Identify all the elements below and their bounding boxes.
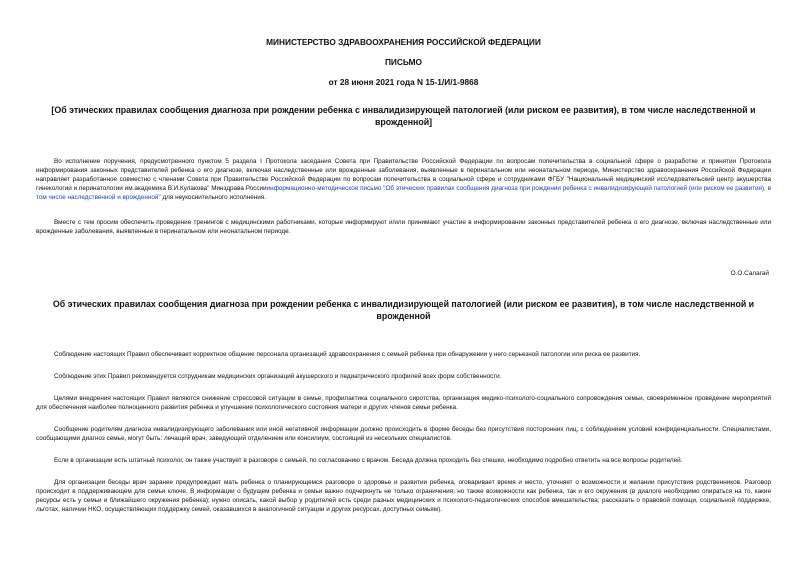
- paragraph-text: для неукоснительного исполнения.: [160, 194, 266, 201]
- rules-paragraph-5: Если в организации есть штатный психолог, он также участвует в разговоре с семьей, по согласованию с врачом. Беседа должна проходить без спешки, необходимо подробно ответить на все вопросы родителей.: [54, 457, 683, 464]
- rules-paragraph-1: Соблюдение настоящих Правил обеспечивает корректное общение персонала организаций здравоохранения с семьей ребенка при обнаружении у него серьезной патологии или риска ее развития.: [54, 351, 641, 358]
- rules-paragraph-2: Соблюдение этих Правил рекомендуется сотрудникам медицинских организаций акушерского и педиатрического профилей всех форм собственности.: [54, 373, 502, 380]
- date-number-heading: от 28 июня 2021 года N 15-1/И/1-9868: [328, 77, 479, 87]
- letter-paragraph-2: Вместе с тем просим обеспечить проведение тренингов с медицинскими работниками, которые информируют и/или принимают участие в информировании законных представителей ребенка о его диагнозе, включая наследственные или врожденные заболевания, выявленные в перинатальном или неонатальном периоде.: [36, 219, 771, 235]
- rules-paragraph-4: Сообщение родителям диагноза инвалидизирующего заболевания или иной негативной информации должно происходить в форме беседы без присутствия посторонних лиц, с соблюдением условий конфиденциальности. Специалистами, сообщающими диагноз семье, могут быть: лечащий врач, заведующий отделением или консилиум, состоящий из нескольких специалистов.: [36, 426, 771, 442]
- letter-paragraph-1: [36, 157, 771, 202]
- rules-title: Об этических правилах сообщения диагноза при рождении ребенка с инвалидизирующей патологией (или риском ее развития), в том числе наследственной и врожденной: [52, 299, 755, 321]
- ministry-heading: МИНИСТЕРСТВО ЗДРАВООХРАНЕНИЯ РОССИЙСКОЙ ФЕДЕРАЦИИ: [266, 37, 541, 47]
- rules-paragraph-3: Целями внедрения настоящих Правил являются снижение стрессовой ситуации в семье, профилактика социального сиротства, организация медико-психолого-социального сопровождения семьи, своевременное проведение мероприятий для обеспечения наиболее полноценного развития ребенка и улучшение психологического состояния матери и других членов семьи ребенка.: [36, 395, 771, 411]
- rules-paragraph-6: Для организации беседы врач заранее предупреждает мать ребенка о планирующемся разговоре о здоровье и развитии ребенка, оговаривает время и место, уточняет о возможности и желании присутствия родственников. Разговор происходит в поддерживающем для семьи ключе. В информации о будущем ребенка и семьи важно подчеркнуть не только ограничения, но также возможности как ребенка, так и его окружения (в диалоге необходимо опираться на то, какие ресурсы есть у семьи и ближайшего окружения ребенка); нужно описать, какой выбор у родителей есть среди разных медицинских и психолого-педагогических способов вмешательства; рассказать о правовой помощи, социальной поддержке, льготах, наличии НКО, осуществляющих поддержку семей, оказавшихся в аналогичной ситуации и других ресурсах, доступных семьям).: [36, 479, 771, 513]
- instruction-letter-link[interactable]: информационно-методическое письмо "Об этических правилах сообщения диагноза при рождении ребенка с инвалидизирующей патологией (или риском ее развития), в том числе наследственной и врожденной": [36, 185, 771, 201]
- paragraph-text: Во исполнение поручения, предусмотренного пунктом 5 раздела I Протокола заседания Совета при Правительстве Российской Федерации по вопросам попечительства в социальной сфере о разработке и принятии Протокола информирования законных представителей ребенка о его диагнозе, включая наследственные или врожденные заболевания, выявленные в перинатальном или неонатальном периоде, Министерство здравоохранения Российской Федерации направляет разработанное совместно с членами Совета при Правительстве Российской Федерации по вопросам попечительства в социальной сфере и сотрудниками ФГБУ "Национальный медицинский исследовательский центр акушерства гинекологии и перинатологии им.академика В.И.Кулакова" Минздрава России: [36, 158, 771, 192]
- doc-type-heading: ПИСЬМО: [384, 57, 423, 67]
- signature: О.О.Салагай: [730, 270, 769, 277]
- letter-title: [Об этических правилах сообщения диагноза при рождении ребенка с инвалидизирующей патологией (или риском ее развития), в том числе наследственной и врожденной]: [51, 105, 756, 127]
